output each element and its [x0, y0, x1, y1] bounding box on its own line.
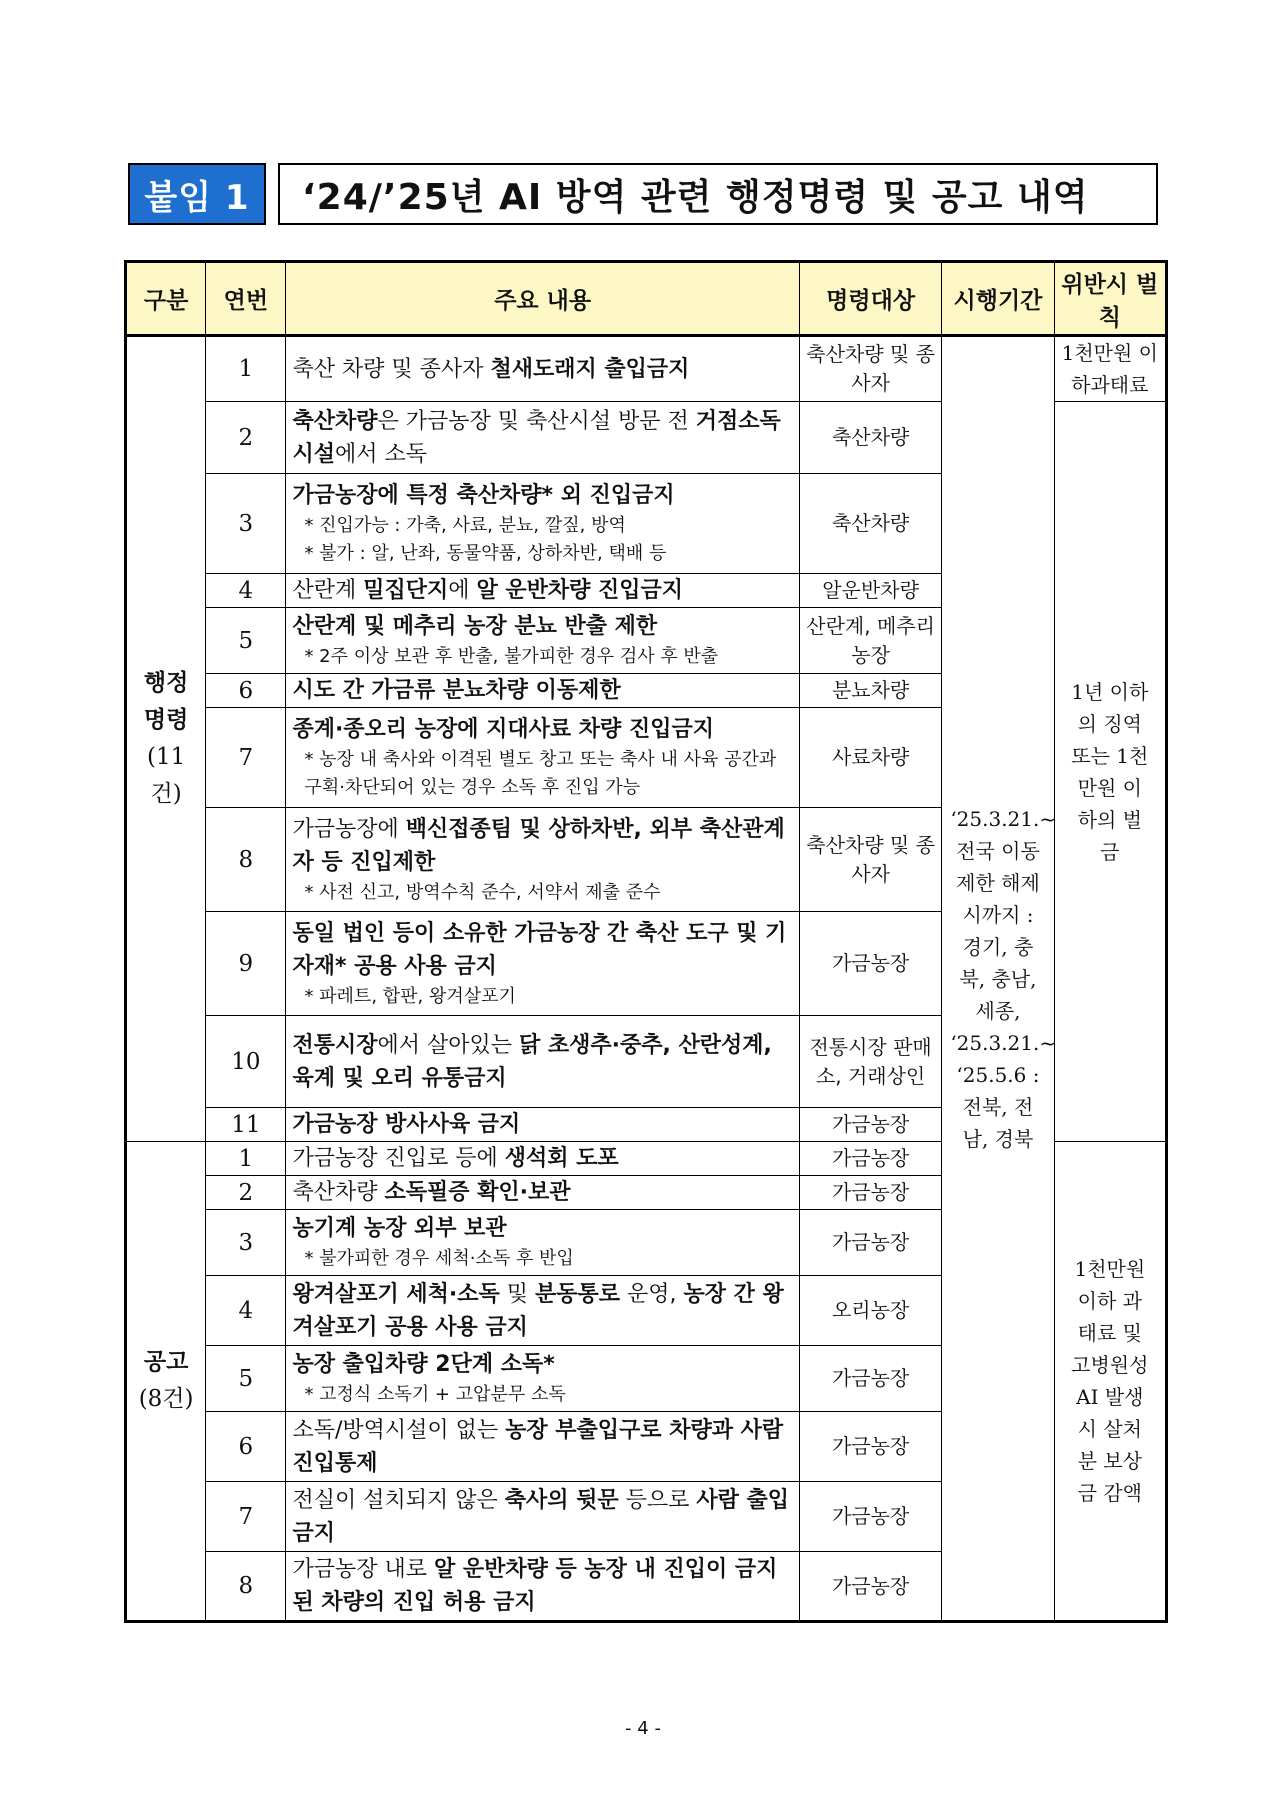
content-main — [292, 610, 792, 643]
content-note: * 진입가능 : 가축, 사료, 분뇨, 깔짚, 방역 — [304, 515, 626, 537]
content-main — [292, 574, 792, 607]
content-cell — [286, 1552, 799, 1622]
page-number: - 4 - — [625, 1718, 661, 1739]
content-note: * 불가 : 알, 난좌, 동물약품, 상하차반, 택배 등 — [304, 543, 667, 564]
content-cell — [286, 608, 799, 674]
content-text: 에서 살아있는 — [377, 1032, 519, 1058]
content-cell — [286, 1482, 799, 1552]
penalty-cell: 1천만원 이하 과태료 및 고병원성 AI 발생시 살처분 보상금 감액 — [1054, 1142, 1166, 1622]
content-cell — [286, 1108, 799, 1142]
category-label: 행정 명령 — [143, 669, 189, 734]
content-cell — [286, 574, 799, 608]
header-penalty: 위반시 벌칙 — [1054, 262, 1166, 336]
table-row — [126, 336, 1167, 402]
category-count: (8건) — [138, 1386, 194, 1412]
content-text: 축산차량 — [292, 1180, 385, 1205]
row-number: 6 — [206, 674, 286, 708]
content-bold-text: 가금농장 방사사육 금지 — [292, 1112, 521, 1137]
row-number: 9 — [206, 912, 286, 1016]
row-number: 8 — [206, 1552, 286, 1622]
category-label: 공고 — [143, 1348, 189, 1376]
content-text: 은 가금농장 및 축산시설 방문 전 — [377, 408, 696, 434]
content-bold-text: 철새도래지 출입금지 — [490, 356, 690, 382]
target-cell: 가금농장 — [799, 1108, 941, 1142]
content-bold-text: 전통시장 — [292, 1032, 378, 1058]
content-cell — [286, 402, 799, 474]
target-cell: 가금농장 — [799, 1176, 941, 1210]
row-number: 10 — [206, 1016, 286, 1108]
content-text: 소독/방역시설이 없는 — [292, 1417, 506, 1443]
content-cell — [286, 1176, 799, 1210]
content-bold-text: 알 운반차량 등 농장 내 진입이 금지된 차량의 진입 허용 금지 — [292, 1557, 778, 1615]
row-number: 5 — [206, 608, 286, 674]
content-cell — [286, 674, 799, 708]
row-number: 2 — [206, 402, 286, 474]
content-bold-text: 산란계 및 메추리 농장 분뇨 반출 제한 — [292, 614, 658, 640]
header-no: 연번 — [206, 262, 286, 336]
content-main — [292, 1484, 792, 1550]
row-number: 1 — [206, 1142, 286, 1176]
category-count: (11건) — [146, 744, 186, 807]
content-cell — [286, 1412, 799, 1482]
target-cell: 사료차량 — [799, 708, 941, 808]
target-cell: 전통시장 판매소, 거래상인 — [799, 1016, 941, 1108]
row-number: 6 — [206, 1412, 286, 1482]
content-note: * 파레트, 합판, 왕겨살포기 — [304, 985, 516, 1007]
content-bold-text: 동일 법인 등이 소유한 가금농장 간 축산 도구 및 기자재* 공용 사용 금지 — [292, 920, 787, 979]
content-bold-text: 분동통로 — [534, 1281, 620, 1307]
row-number: 4 — [206, 574, 286, 608]
content-text: 전실이 설치되지 않은 — [292, 1487, 505, 1513]
content-main — [292, 405, 792, 471]
row-number: 7 — [206, 1482, 286, 1552]
content-bold-text: 밀집단지 — [363, 578, 449, 603]
target-cell: 가금농장 — [799, 1552, 941, 1622]
content-cell — [286, 1346, 799, 1412]
row-number: 2 — [206, 1176, 286, 1210]
document-title: ‘24/’25년 AI 방역 관련 행정명령 및 공고 내역 — [278, 163, 1158, 225]
content-text: 가금농장 내로 — [292, 1557, 434, 1582]
content-cell — [286, 1276, 799, 1346]
content-cell — [286, 474, 799, 574]
category-cell — [126, 1142, 206, 1622]
content-bold-text: 농장 간 왕겨살포기 공용 사용 금지 — [292, 1281, 784, 1340]
content-note: * 고정식 소독기 + 고압분무 소독 — [304, 1384, 566, 1406]
penalty-cell: 1천만원 이하과태료 — [1054, 336, 1166, 402]
content-cell — [286, 912, 799, 1016]
table-body — [126, 336, 1167, 1622]
content-text: 축산 차량 및 종사자 — [292, 356, 491, 382]
content-text: 산란계 — [292, 578, 364, 603]
content-bold-text: 소독필증 확인·보관 — [384, 1180, 571, 1205]
content-main — [292, 1176, 792, 1209]
content-main — [292, 1212, 792, 1245]
content-text: 등으로 — [618, 1487, 697, 1513]
content-main — [292, 674, 792, 707]
content-text: 운영, — [620, 1281, 684, 1307]
content-bold-text: 사람 출입 금지 — [292, 1487, 790, 1546]
target-cell: 산란계, 메추리 농장 — [799, 608, 941, 674]
content-bold-text: 시도 간 가금류 분뇨차량 이동제한 — [292, 678, 621, 703]
content-text: 및 — [499, 1281, 535, 1307]
content-bold-text: 백신접종팀 및 상하차반, 외부 축산관계자 등 진입제한 — [292, 816, 785, 875]
content-cell — [286, 1016, 799, 1108]
content-main — [292, 479, 792, 512]
content-note: * 2주 이상 보관 후 반출, 불가피한 경우 검사 후 반출 — [304, 646, 719, 668]
content-bold-text: 축사의 뒷문 — [504, 1487, 619, 1513]
content-note: * 사전 신고, 방역수칙 준수, 서약서 제출 준수 — [304, 881, 661, 903]
content-bold-text: 가금농장에 특정 축산차량* 외 진입금지 — [292, 483, 675, 509]
content-bold-text: 농장 부출입구로 차량과 사람 진입통제 — [292, 1417, 784, 1476]
target-cell: 분뇨차량 — [799, 674, 941, 708]
content-cell — [286, 1210, 799, 1276]
row-number: 4 — [206, 1276, 286, 1346]
content-bold-text: 생석회 도포 — [504, 1146, 619, 1171]
content-main — [292, 1029, 792, 1095]
target-cell: 오리농장 — [799, 1276, 941, 1346]
content-main — [292, 1278, 792, 1344]
target-cell: 가금농장 — [799, 1346, 941, 1412]
content-cell — [286, 708, 799, 808]
content-text: 에서 소독 — [334, 441, 427, 467]
content-text: 가금농장에 — [292, 816, 406, 842]
measures-table — [124, 260, 1168, 1623]
content-text: 가금농장 진입로 등에 — [292, 1146, 505, 1171]
penalty-cell: 1년 이하의 징역 또는 1천만원 이하의 벌금 — [1054, 402, 1166, 1142]
content-cell — [286, 1142, 799, 1176]
target-cell: 축산차량 — [799, 402, 941, 474]
target-cell: 축산차량 — [799, 474, 941, 574]
header-period: 시행기간 — [942, 262, 1054, 336]
content-main — [292, 1414, 792, 1480]
target-cell: 가금농장 — [799, 1412, 941, 1482]
content-main — [292, 1348, 792, 1381]
target-cell: 가금농장 — [799, 1210, 941, 1276]
header-content: 주요 내용 — [286, 262, 799, 336]
content-main — [292, 353, 792, 386]
target-cell: 가금농장 — [799, 912, 941, 1016]
target-cell: 축산차량 및 종사자 — [799, 336, 941, 402]
content-cell — [286, 336, 799, 402]
content-main — [292, 813, 792, 879]
content-bold-text: 종계·종오리 농장에 지대사료 차량 진입금지 — [292, 717, 714, 743]
target-cell: 가금농장 — [799, 1142, 941, 1176]
content-bold-text: 닭 초생추·중추, 산란성계, 육계 및 오리 유통금지 — [292, 1032, 772, 1091]
target-cell: 알운반차량 — [799, 574, 941, 608]
content-main — [292, 917, 792, 983]
category-cell — [126, 336, 206, 1142]
row-number: 11 — [206, 1108, 286, 1142]
content-cell — [286, 808, 799, 912]
period-cell: ‘25.3.21.~ 전국 이동제한 해제 시까지 : 경기, 충북, 충남, 세종, ‘25.3.21.~ ‘25.5.6 : 전북, 전남, 경북 — [942, 336, 1054, 1622]
target-cell: 축산차량 및 종사자 — [799, 808, 941, 912]
content-bold-text: 농장 출입차량 2단계 소독* — [292, 1352, 555, 1378]
table-header-row — [126, 262, 1167, 336]
content-main — [292, 1142, 792, 1175]
content-main — [292, 713, 792, 746]
row-number: 1 — [206, 336, 286, 402]
content-note: * 농장 내 축사와 이격된 별도 창고 또는 축사 내 사육 공간과 구획·차단되어 있는 경우 소독 후 진입 가능 — [304, 749, 777, 798]
content-main — [292, 1553, 792, 1619]
row-number: 5 — [206, 1346, 286, 1412]
attachment-badge: 붙임 1 — [128, 163, 266, 225]
content-bold-text: 축산차량 — [292, 408, 378, 434]
row-number: 3 — [206, 474, 286, 574]
content-bold-text: 거점소독시설 — [292, 408, 781, 467]
row-number: 7 — [206, 708, 286, 808]
content-bold-text: 알 운반차량 진입금지 — [476, 578, 684, 603]
content-text: 에 — [448, 578, 477, 603]
target-cell: 가금농장 — [799, 1482, 941, 1552]
content-note: * 불가피한 경우 세척·소독 후 반입 — [304, 1248, 574, 1270]
header-target: 명령대상 — [799, 262, 941, 336]
row-number: 3 — [206, 1210, 286, 1276]
row-number: 8 — [206, 808, 286, 912]
content-bold-text: 왕겨살포기 세척·소독 — [292, 1281, 500, 1307]
content-main — [292, 1108, 792, 1141]
header-category: 구분 — [126, 262, 206, 336]
content-bold-text: 농기계 농장 외부 보관 — [292, 1216, 507, 1242]
